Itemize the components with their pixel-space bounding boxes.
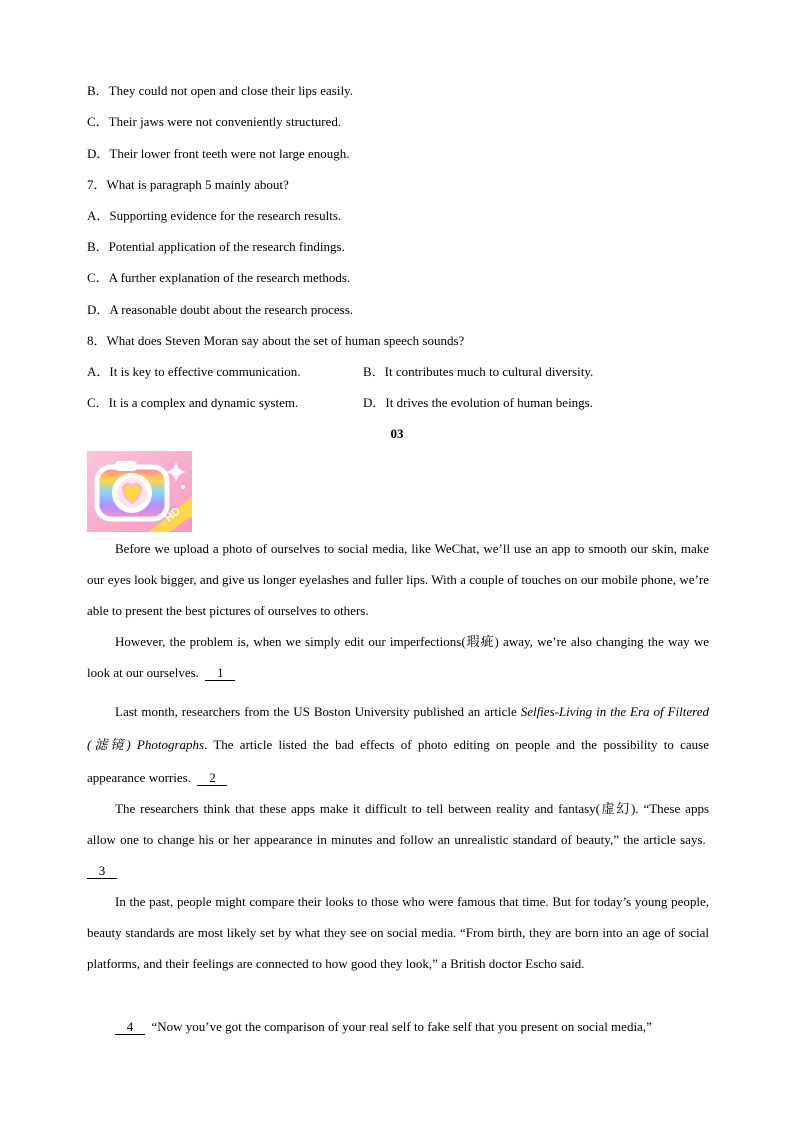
q6-option-d: D．Their lower front teeth were not large enough. — [87, 146, 350, 161]
passage-paragraph-2-text: However, the problem is, when we simply edit our imperfections(瑕疵) away, we’re also changing the way we look at our ourselves. — [87, 634, 709, 680]
section-number: 03 — [390, 426, 404, 441]
q7-option-b: B．Potential application of the research findings. — [87, 239, 345, 254]
q8-option-c: C．It is a complex and dynamic system. — [87, 395, 299, 410]
q7-stem: 7．What is paragraph 5 mainly about? — [87, 177, 289, 192]
article-title: Selfies-Living in the Era of Filtered (滤镜) Photographs — [87, 704, 709, 752]
blank-1[interactable]: 1 — [205, 666, 235, 681]
passage-paragraph-4-text: The researchers think that these apps make it difficult to tell between reality and fantasy(虚幻). “These apps allow one to change his or her appearance in minutes and follow an unrealistic standard of beauty,” the article says. — [87, 801, 709, 847]
passage-paragraph-6-text: “Now you’ve got the comparison of your real self to fake self that you present on social media,” — [151, 1019, 652, 1034]
passage-paragraph-5: In the past, people might compare their looks to those who were famous that time. But for today’s young people, beauty standards are most likely set by what they see on social media. “From birth, they are born into an age of social platforms, and their feelings are connected to how good they look,” a British doctor Escho said. — [87, 894, 709, 971]
q8-options-row-1 — [87, 364, 709, 380]
blank-4[interactable]: 4 — [115, 1020, 145, 1035]
camera-heart-app-icon — [87, 451, 192, 532]
q7-option-d: D．A reasonable doubt about the research process. — [87, 302, 354, 317]
blank-2[interactable]: 2 — [197, 771, 227, 786]
q7-option-a: A．Supporting evidence for the research results. — [87, 208, 342, 223]
hd-badge: HD — [163, 505, 183, 525]
passage-paragraph-6 — [87, 1011, 709, 1042]
q6-option-b: B．They could not open and close their lips easily. — [87, 83, 353, 98]
blank-3[interactable]: 3 — [87, 864, 117, 879]
passage-paragraph-1: Before we upload a photo of ourselves to social media, like WeChat, we’ll use an app to smooth our skin, make our eyes look bigger, and give us longer eyelashes and fuller lips. With a couple of touches on our mobile phone, we’re able to present the best pictures of ourselves to others. — [87, 541, 709, 618]
q8-option-a: A．It is key to effective communication. — [87, 364, 301, 379]
q8-stem: 8．What does Steven Moran say about the set of human speech sounds? — [87, 333, 465, 348]
passage-paragraph-3-text-before: Last month, researchers from the US Boston University published an article — [115, 704, 521, 719]
passage-paragraph-2 — [87, 626, 709, 688]
q7-option-c: C．A further explanation of the research methods. — [87, 270, 351, 285]
passage-paragraph-4 — [87, 793, 709, 886]
q8-option-d: D．It drives the evolution of human beings. — [363, 395, 593, 410]
passage-paragraph-3-text-after: . The article listed the bad effects of photo editing on people and the possibility to cause appearance worries. — [87, 737, 709, 785]
q6-option-c: C．Their jaws were not conveniently structured. — [87, 114, 342, 129]
passage-paragraph-3 — [87, 695, 709, 794]
q8-option-b: B．It contributes much to cultural diversity. — [363, 364, 594, 379]
q8-options-row-2 — [87, 395, 709, 411]
